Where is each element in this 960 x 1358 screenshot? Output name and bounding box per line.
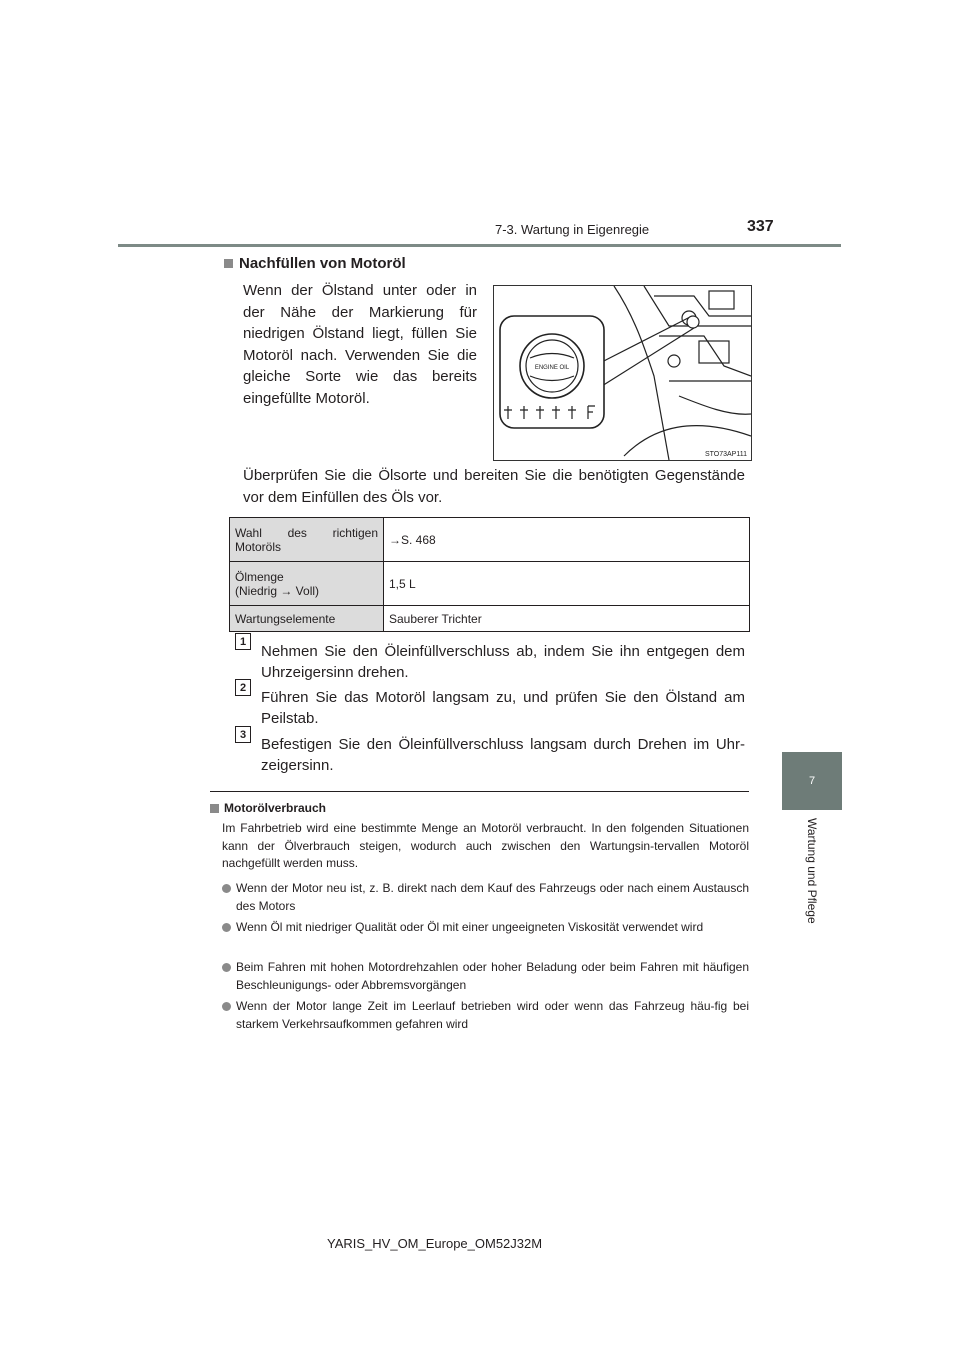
step-1 — [235, 635, 745, 683]
square-bullet-icon — [210, 804, 219, 813]
table-label-cell: Ölmenge (Niedrig → Voll) — [230, 562, 384, 606]
list-item-text: Wenn der Motor neu ist, z. B. direkt nach dem Kauf des Fahrzeugs oder nach einem Austausch des Motors — [236, 881, 749, 913]
engine-bay-drawing — [494, 286, 751, 460]
note-title-text: Motorölverbrauch — [224, 801, 327, 815]
table-row — [230, 518, 750, 562]
section-title — [224, 255, 406, 272]
step-text: Führen Sie das Motoröl langsam zu, und prüfen Sie den Ölstand am Peilstab. — [261, 689, 745, 727]
footer-doc-id: YARIS_HV_OM_Europe_OM52J32M — [327, 1236, 543, 1251]
table-value-cell: 1,5 L — [384, 562, 750, 606]
note-title — [210, 801, 326, 815]
step-number: 2 — [235, 679, 251, 696]
chapter-tab — [782, 752, 842, 810]
bullet-dot-icon — [222, 884, 231, 893]
step-2 — [235, 681, 745, 729]
list-item — [222, 959, 749, 994]
table-label-cell: Wartungselemente — [230, 606, 384, 632]
list-item — [222, 998, 749, 1033]
intro-paragraph: Wenn der Ölstand unter oder in der Nähe der Markierung für niedrigen Ölstand liegt, füllen Sie Motoröl nach. Verwenden Sie die gleiche Sorte wie das bereits eingefüllte Motoröl. — [243, 282, 477, 407]
square-bullet-icon — [224, 259, 233, 268]
note-body: Im Fahrbetrieb wird eine bestimmte Menge an Motoröl verbraucht. In den folgenden Situationen kann der Ölverbrauch steigen, wodurch auch zwischen den Wartungsin-tervallen Motoröl nachgefüllt werden muss. — [222, 821, 749, 870]
check-paragraph: Überprüfen Sie die Ölsorte und bereiten Sie die benötigten Gegenstände vor dem Einfüllen des Öls vor. — [243, 467, 745, 506]
header-rule — [118, 244, 841, 247]
chapter-label: Wartung und Pflege — [805, 818, 819, 924]
list-item-text: Wenn der Motor lange Zeit im Leerlauf betrieben wird oder wenn das Fahrzeug häu-fig bei starkem Verkehrsaufkommen gefahren wird — [236, 999, 749, 1031]
page-number: 337 — [747, 218, 774, 235]
list-item-text: Beim Fahren mit hohen Motordrehzahlen oder hoher Beladung oder beim Fahren mit häufigen Beschleunigungs- oder Abbremsvorgängen — [236, 960, 749, 992]
step-3 — [235, 728, 745, 776]
list-item — [222, 919, 749, 937]
section-title-text: Nachfüllen von Motoröl — [239, 255, 406, 272]
bullet-dot-icon — [222, 923, 231, 932]
bullet-dot-icon — [222, 963, 231, 972]
note-rule — [210, 791, 749, 792]
illustration-code: STO73AP111 — [704, 451, 747, 458]
spec-table — [229, 517, 750, 632]
step-text: Nehmen Sie den Öleinfüllverschluss ab, indem Sie ihn entgegen dem Uhrzeigersinn drehen. — [261, 643, 745, 681]
list-item — [222, 880, 749, 915]
table-value-cell: →S. 468 — [384, 518, 750, 562]
table-value-cell: Sauberer Trichter — [384, 606, 750, 632]
list-item-text: Wenn Öl mit niedriger Qualität oder Öl mit einer ungeeigneten Viskosität verwendet wird — [236, 920, 704, 934]
oil-cap-illustration — [493, 285, 752, 461]
step-number: 3 — [235, 726, 251, 743]
table-row — [230, 562, 750, 606]
chapter-number: 7 — [808, 775, 816, 787]
engine-oil-cap-text: ENGINE OIL — [534, 365, 570, 371]
table-label-cell: Wahl des richtigen Motoröls — [230, 518, 384, 562]
bullet-dot-icon — [222, 1002, 231, 1011]
step-text: Befestigen Sie den Öleinfüllverschluss langsam durch Drehen im Uhr-zeigersinn. — [261, 736, 745, 774]
step-number: 1 — [235, 633, 251, 650]
table-row — [230, 606, 750, 632]
header-section-title: 7-3. Wartung in Eigenregie — [495, 222, 650, 237]
